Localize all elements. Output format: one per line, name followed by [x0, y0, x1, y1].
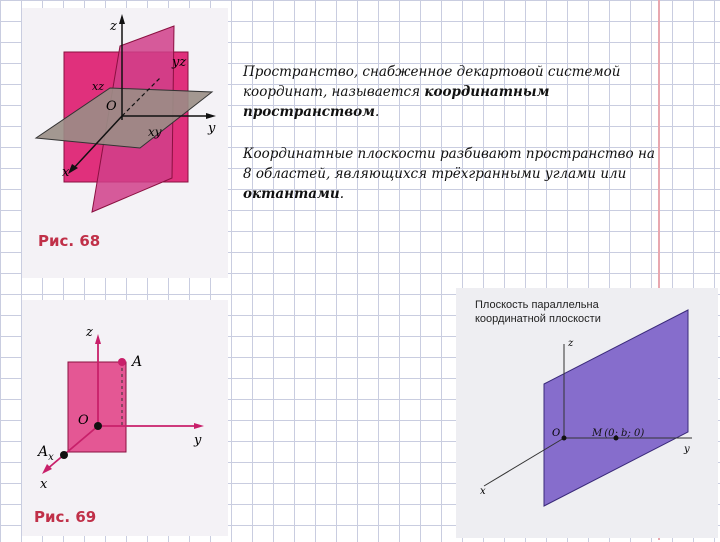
paragraph-definition [243, 62, 663, 122]
paragraph1-end: . [375, 104, 380, 120]
fig68-label-y: y [208, 121, 216, 136]
fig69-label-ax: $A_x$ [38, 444, 54, 463]
point-ax [60, 451, 68, 459]
plane-label-y: y [684, 444, 690, 455]
fig68-label-o: O [106, 99, 117, 114]
fig68-label-z: z [110, 19, 117, 34]
point-o [94, 422, 102, 430]
figure-69-caption: Рис. 69 [34, 508, 97, 526]
point-a [118, 358, 126, 366]
plane-legend: Плоскость параллельна координатной плоскости [475, 299, 601, 325]
projection-rect [68, 362, 126, 452]
plane-label-z: z [568, 338, 574, 349]
fig69-label-z: z [86, 325, 93, 340]
plane-label-o: O [552, 428, 561, 439]
figure-69-panel [22, 300, 228, 536]
paragraph2-text: Координатные плоскости разбивают пространство на 8 областей, являющихся трёхгранными углами или [243, 146, 655, 182]
y-arrow [194, 423, 204, 429]
fig68-label-xy: xy [148, 125, 162, 139]
origin-point [562, 436, 567, 441]
paragraph1-bold: координатным пространством [243, 84, 550, 120]
fig68-label-x: x [62, 165, 70, 180]
fig69-label-o: O [78, 413, 89, 428]
z-arrow [95, 334, 101, 344]
paragraph1-text: Пространство, снабженное декартовой системой координат, называется [243, 64, 621, 100]
fig69-label-x: x [40, 477, 48, 492]
fig69-label-a: A [132, 354, 143, 370]
figure-68-caption: Рис. 68 [38, 232, 101, 250]
plane-label-m: M (0; b; 0) [592, 428, 645, 439]
z-arrow [119, 14, 125, 24]
paragraph-octants [243, 144, 663, 204]
fig69-label-y: y [194, 433, 202, 448]
fig68-label-yz: yz [172, 55, 187, 70]
paragraph2-bold: октантами [243, 186, 340, 202]
paragraph2-end: . [339, 186, 344, 202]
y-arrow [206, 113, 216, 119]
plane-label-x: x [480, 486, 486, 497]
main-text [243, 62, 663, 226]
figure-69-drawing [22, 300, 228, 536]
fig68-label-xz: xz [92, 80, 104, 93]
